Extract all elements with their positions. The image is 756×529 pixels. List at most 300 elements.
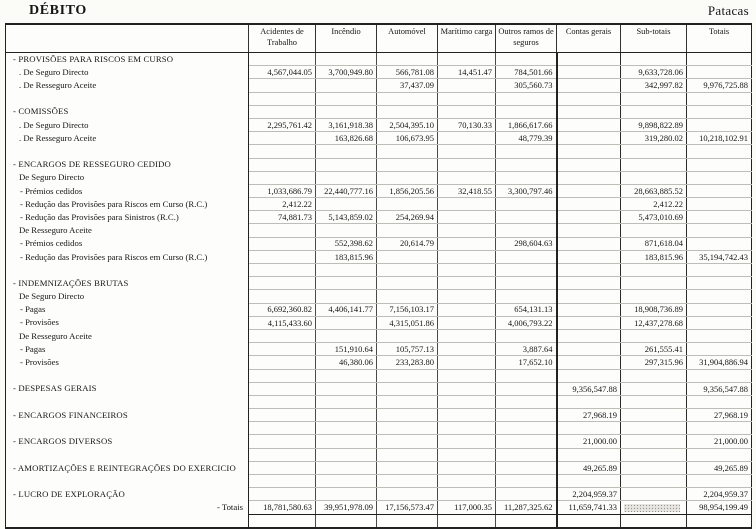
table-row	[6, 395, 752, 408]
value-cell	[438, 395, 496, 408]
page-header	[0, 0, 756, 23]
value-cell	[438, 53, 496, 66]
value-cell: 21,000.00	[687, 435, 752, 448]
value-cell: 32,418.55	[438, 184, 496, 197]
value-cell	[249, 290, 316, 303]
table-row	[6, 501, 752, 515]
value-cell	[621, 488, 687, 501]
currency-label: Patacas	[707, 3, 749, 18]
value-cell: 10,218,102.91	[687, 132, 752, 145]
value-cell	[621, 448, 687, 461]
row-label	[6, 395, 249, 408]
value-cell	[249, 435, 316, 448]
value-cell: 566,781.08	[377, 66, 438, 79]
value-cell	[438, 475, 496, 488]
row-label: - Pagas	[6, 303, 249, 316]
value-cell: 305,560.73	[496, 79, 557, 92]
value-cell	[621, 369, 687, 382]
table-row	[6, 66, 752, 79]
table-row	[6, 461, 752, 474]
value-cell	[557, 290, 621, 303]
value-cell: 2,204,959.37	[687, 488, 752, 501]
value-cell	[377, 422, 438, 435]
table-row	[6, 343, 752, 356]
value-cell	[687, 66, 752, 79]
value-cell	[377, 369, 438, 382]
value-cell: 233,283.80	[377, 356, 438, 369]
value-cell	[557, 171, 621, 184]
value-cell	[496, 171, 557, 184]
value-cell	[438, 461, 496, 474]
row-label: - Totais	[6, 501, 249, 515]
value-cell	[377, 224, 438, 237]
row-label: - INDEMNIZAÇÕES BRUTAS	[6, 277, 249, 290]
value-cell	[557, 105, 621, 118]
value-cell	[316, 290, 377, 303]
value-cell	[496, 409, 557, 422]
value-cell	[496, 250, 557, 263]
value-cell: 21,000.00	[557, 435, 621, 448]
value-cell	[496, 211, 557, 224]
value-cell: 3,300,797.46	[496, 184, 557, 197]
value-cell: 5,473,010.69	[621, 211, 687, 224]
value-cell	[496, 290, 557, 303]
value-cell: 183,815.96	[316, 250, 377, 263]
value-cell	[249, 105, 316, 118]
value-cell: 254,269.94	[377, 211, 438, 224]
table-row	[6, 79, 752, 92]
value-cell: 784,501.66	[496, 66, 557, 79]
value-cell	[438, 488, 496, 501]
value-cell	[438, 224, 496, 237]
value-cell: 98,954,199.49	[687, 501, 752, 515]
value-cell	[687, 264, 752, 277]
value-cell	[687, 224, 752, 237]
value-cell: 35,194,742.43	[687, 250, 752, 263]
value-cell	[316, 395, 377, 408]
value-cell: 654,131.13	[496, 303, 557, 316]
value-cell	[496, 277, 557, 290]
value-cell	[496, 395, 557, 408]
value-cell	[438, 422, 496, 435]
value-cell: 4,406,141.77	[316, 303, 377, 316]
value-cell	[316, 171, 377, 184]
value-cell	[687, 395, 752, 408]
row-label: - AMORTIZAÇÕES E REINTEGRAÇÕES DO EXERCICIO	[6, 461, 249, 474]
value-cell	[316, 92, 377, 105]
value-cell	[687, 158, 752, 171]
header-row	[6, 24, 752, 53]
value-cell: 9,633,728.06	[621, 66, 687, 79]
value-cell	[377, 382, 438, 395]
value-cell	[557, 448, 621, 461]
value-cell	[687, 475, 752, 488]
value-cell: 1,856,205.56	[377, 184, 438, 197]
value-cell	[687, 105, 752, 118]
value-cell	[621, 53, 687, 66]
table-row	[6, 237, 752, 250]
value-cell	[557, 250, 621, 263]
value-cell: 2,295,761.42	[249, 118, 316, 131]
row-label: - DESPESAS GERAIS	[6, 382, 249, 395]
value-cell	[687, 92, 752, 105]
row-label: De Seguro Directo	[6, 290, 249, 303]
row-label	[6, 369, 249, 382]
value-cell	[316, 369, 377, 382]
value-cell: 163,826.68	[316, 132, 377, 145]
value-cell	[496, 488, 557, 501]
value-cell	[316, 145, 377, 158]
value-cell	[687, 316, 752, 329]
column-header-sub-totais: Sub-totais	[621, 24, 687, 53]
value-cell: 319,280.02	[621, 132, 687, 145]
row-label	[6, 448, 249, 461]
row-label: - Redução das Provisões para Sinistros (R.C.)	[6, 211, 249, 224]
value-cell	[316, 264, 377, 277]
value-cell	[249, 171, 316, 184]
value-cell	[249, 277, 316, 290]
value-cell: 183,815.96	[621, 250, 687, 263]
value-cell: 22,440,777.16	[316, 184, 377, 197]
value-cell	[249, 422, 316, 435]
value-cell	[438, 277, 496, 290]
table-row	[6, 211, 752, 224]
row-label	[6, 92, 249, 105]
value-cell	[377, 409, 438, 422]
value-cell	[438, 145, 496, 158]
page-title: DÉBITO	[29, 3, 87, 18]
value-cell: 70,130.33	[438, 118, 496, 131]
value-cell	[557, 369, 621, 382]
value-cell	[687, 290, 752, 303]
value-cell: 5,143,859.02	[316, 211, 377, 224]
row-label: - PROVISÕES PARA RISCOS EM CURSO	[6, 53, 249, 66]
table-row	[6, 422, 752, 435]
value-cell	[316, 198, 377, 211]
value-cell: 9,356,547.88	[557, 382, 621, 395]
row-label: - Pagas	[6, 343, 249, 356]
value-cell	[621, 224, 687, 237]
value-cell	[557, 329, 621, 342]
value-cell: 11,287,325.62	[496, 501, 557, 515]
value-cell: 342,997.82	[621, 79, 687, 92]
row-label	[6, 145, 249, 158]
value-cell	[557, 184, 621, 197]
table-row	[6, 132, 752, 145]
table-row	[6, 92, 752, 105]
table-row	[6, 224, 752, 237]
value-cell	[316, 448, 377, 461]
value-cell	[438, 356, 496, 369]
value-cell	[316, 514, 377, 528]
value-cell	[249, 514, 316, 528]
row-label: - Provisões	[6, 316, 249, 329]
value-cell	[557, 277, 621, 290]
value-cell	[377, 198, 438, 211]
column-header-acidentes-de-trabalho: Acidentes de Trabalho	[249, 24, 316, 53]
table-row	[6, 277, 752, 290]
value-cell	[496, 105, 557, 118]
value-cell	[438, 171, 496, 184]
row-label: . De Seguro Directo	[6, 118, 249, 131]
value-cell: 49,265.89	[557, 461, 621, 474]
value-cell	[687, 145, 752, 158]
value-cell	[377, 145, 438, 158]
value-cell	[687, 53, 752, 66]
value-cell	[496, 475, 557, 488]
value-cell	[496, 422, 557, 435]
value-cell	[316, 329, 377, 342]
value-cell	[438, 250, 496, 263]
value-cell	[316, 79, 377, 92]
value-cell	[377, 475, 438, 488]
table-row	[6, 290, 752, 303]
value-cell: 871,618.04	[621, 237, 687, 250]
value-cell: 37,437.09	[377, 79, 438, 92]
value-cell: 27,968.19	[687, 409, 752, 422]
value-cell: 28,663,885.52	[621, 184, 687, 197]
value-cell	[621, 422, 687, 435]
value-cell	[496, 158, 557, 171]
table-row	[6, 184, 752, 197]
value-cell	[621, 105, 687, 118]
value-cell	[621, 501, 687, 515]
value-cell	[377, 329, 438, 342]
value-cell	[316, 475, 377, 488]
value-cell: 4,006,793.22	[496, 316, 557, 329]
value-cell	[496, 329, 557, 342]
value-cell	[621, 158, 687, 171]
value-cell	[438, 198, 496, 211]
table-row	[6, 316, 752, 329]
table-row	[6, 356, 752, 369]
value-cell: 298,604.63	[496, 237, 557, 250]
value-cell	[496, 461, 557, 474]
row-label: De Resseguro Aceite	[6, 329, 249, 342]
value-cell	[377, 488, 438, 501]
value-cell	[377, 105, 438, 118]
value-cell	[249, 448, 316, 461]
value-cell	[621, 145, 687, 158]
table-row	[6, 382, 752, 395]
value-cell	[621, 395, 687, 408]
value-cell: 74,881.73	[249, 211, 316, 224]
row-label	[6, 264, 249, 277]
value-cell	[557, 66, 621, 79]
value-cell	[496, 224, 557, 237]
value-cell	[621, 461, 687, 474]
value-cell: 4,315,051.86	[377, 316, 438, 329]
value-cell	[377, 171, 438, 184]
value-cell	[621, 290, 687, 303]
debit-statement-table	[5, 23, 752, 529]
value-cell	[249, 145, 316, 158]
value-cell	[557, 198, 621, 211]
value-cell	[438, 92, 496, 105]
table-row	[6, 53, 752, 66]
value-cell	[249, 488, 316, 501]
value-cell	[496, 514, 557, 528]
value-cell	[687, 211, 752, 224]
value-cell	[687, 198, 752, 211]
value-cell	[316, 488, 377, 501]
row-label: - Redução das Provisões para Riscos em Curso (R.C.)	[6, 250, 249, 263]
table-body	[6, 53, 752, 528]
value-cell	[557, 422, 621, 435]
value-cell: 117,000.35	[438, 501, 496, 515]
value-cell	[621, 171, 687, 184]
value-cell: 9,356,547.88	[687, 382, 752, 395]
table-row	[6, 264, 752, 277]
value-cell: 297,315.96	[621, 356, 687, 369]
value-cell	[557, 211, 621, 224]
value-cell	[687, 303, 752, 316]
value-cell: 3,887.64	[496, 343, 557, 356]
value-cell	[377, 277, 438, 290]
value-cell	[621, 277, 687, 290]
value-cell: 12,437,278.68	[621, 316, 687, 329]
value-cell	[496, 92, 557, 105]
row-label: - LUCRO DE EXPLORAÇÃO	[6, 488, 249, 501]
value-cell	[249, 461, 316, 474]
value-cell	[316, 105, 377, 118]
value-cell	[621, 475, 687, 488]
table-row	[6, 448, 752, 461]
value-cell: 2,504,395.10	[377, 118, 438, 131]
value-cell: 3,700,949.80	[316, 66, 377, 79]
value-cell	[687, 237, 752, 250]
value-cell: 49,265.89	[687, 461, 752, 474]
value-cell	[496, 53, 557, 66]
table-row	[6, 475, 752, 488]
value-cell	[249, 382, 316, 395]
table-row	[6, 198, 752, 211]
column-header-outros-ramos-de-seguros: Outros ramos de seguros	[496, 24, 557, 53]
value-cell	[687, 343, 752, 356]
value-cell	[621, 329, 687, 342]
row-label: - ENCARGOS DIVERSOS	[6, 435, 249, 448]
value-cell	[687, 369, 752, 382]
value-cell	[316, 382, 377, 395]
value-cell	[249, 250, 316, 263]
value-cell	[316, 277, 377, 290]
value-cell	[438, 369, 496, 382]
value-cell	[438, 435, 496, 448]
row-label: - Provisões	[6, 356, 249, 369]
table-row	[6, 118, 752, 131]
row-label-column-header	[6, 24, 249, 53]
value-cell	[438, 303, 496, 316]
hatched-cell-pattern	[624, 504, 680, 512]
value-cell	[621, 264, 687, 277]
value-cell	[687, 184, 752, 197]
value-cell	[438, 514, 496, 528]
value-cell	[621, 409, 687, 422]
value-cell	[249, 369, 316, 382]
value-cell	[557, 514, 621, 528]
value-cell: 39,951,978.09	[316, 501, 377, 515]
table-row	[6, 435, 752, 448]
value-cell	[621, 514, 687, 528]
value-cell	[316, 435, 377, 448]
value-cell: 2,412.22	[621, 198, 687, 211]
value-cell	[621, 382, 687, 395]
value-cell	[496, 198, 557, 211]
value-cell	[687, 118, 752, 131]
value-cell: 4,567,044.05	[249, 66, 316, 79]
value-cell	[438, 343, 496, 356]
value-cell: 2,412.22	[249, 198, 316, 211]
value-cell	[687, 329, 752, 342]
row-label: . De Resseguro Aceite	[6, 79, 249, 92]
value-cell	[687, 171, 752, 184]
value-cell	[438, 237, 496, 250]
value-cell	[438, 158, 496, 171]
value-cell	[557, 475, 621, 488]
value-cell	[687, 514, 752, 528]
value-cell: 18,781,580.63	[249, 501, 316, 515]
value-cell	[557, 158, 621, 171]
value-cell	[249, 237, 316, 250]
table-header	[6, 24, 752, 53]
value-cell	[557, 343, 621, 356]
value-cell: 20,614.79	[377, 237, 438, 250]
value-cell	[438, 105, 496, 118]
value-cell: 105,757.13	[377, 343, 438, 356]
value-cell	[377, 158, 438, 171]
value-cell	[438, 290, 496, 303]
value-cell	[316, 224, 377, 237]
value-cell	[249, 79, 316, 92]
table-row	[6, 171, 752, 184]
table-row	[6, 488, 752, 501]
value-cell	[687, 448, 752, 461]
value-cell	[316, 158, 377, 171]
table-row	[6, 145, 752, 158]
row-label: - ENCARGOS FINANCEIROS	[6, 409, 249, 422]
row-label: - Redução das Provisões para Riscos em Curso (R.C.)	[6, 198, 249, 211]
value-cell: 7,156,103.17	[377, 303, 438, 316]
value-cell	[249, 158, 316, 171]
value-cell	[316, 461, 377, 474]
value-cell	[377, 53, 438, 66]
value-cell	[316, 422, 377, 435]
value-cell	[377, 264, 438, 277]
value-cell	[377, 92, 438, 105]
value-cell	[621, 435, 687, 448]
value-cell	[438, 211, 496, 224]
value-cell	[438, 132, 496, 145]
value-cell: 14,451.47	[438, 66, 496, 79]
value-cell	[377, 250, 438, 263]
value-cell: 11,659,741.33	[557, 501, 621, 515]
row-label: De Seguro Directo	[6, 171, 249, 184]
value-cell	[377, 461, 438, 474]
value-cell	[249, 395, 316, 408]
value-cell	[496, 435, 557, 448]
value-cell	[687, 422, 752, 435]
value-cell	[621, 92, 687, 105]
value-cell	[249, 264, 316, 277]
column-header-maritimo-carga: Marítimo carga	[438, 24, 496, 53]
value-cell: 18,908,736.89	[621, 303, 687, 316]
row-label	[6, 514, 249, 528]
value-cell	[557, 237, 621, 250]
value-cell	[316, 316, 377, 329]
value-cell	[557, 118, 621, 131]
value-cell: 1,866,617.66	[496, 118, 557, 131]
value-cell: 9,898,822.89	[621, 118, 687, 131]
